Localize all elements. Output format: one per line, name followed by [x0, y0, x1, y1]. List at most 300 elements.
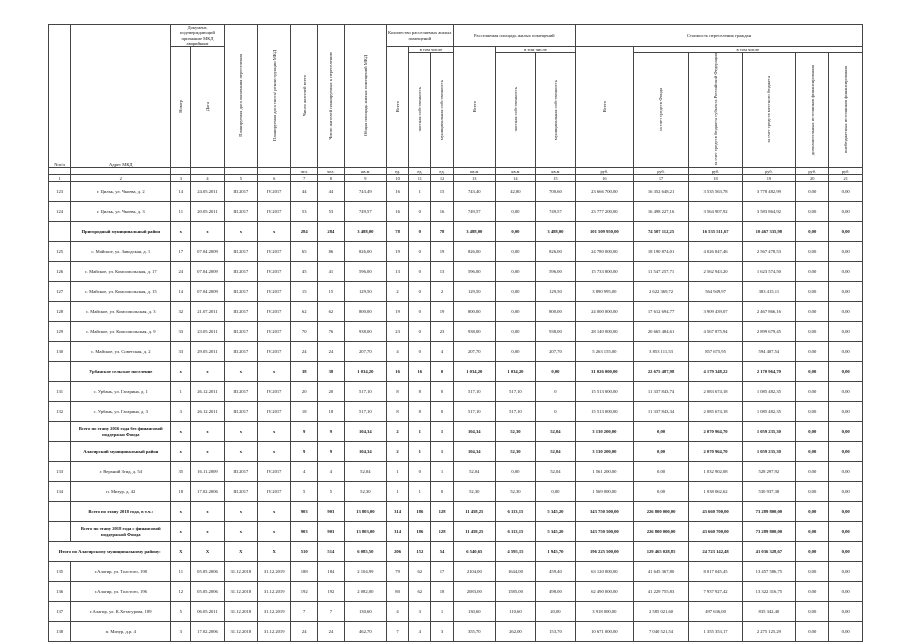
- table-cell: 9: [318, 442, 345, 462]
- table-cell: 1: [409, 442, 431, 462]
- table-cell: x: [191, 422, 224, 442]
- table-cell: x: [171, 442, 191, 462]
- table-cell: 10 671 000,00: [575, 622, 633, 642]
- table-cell: г.Алагир, ул. Толстого, 196: [71, 582, 171, 602]
- table-cell: кв.м: [535, 168, 575, 175]
- table-cell: 24: [318, 622, 345, 642]
- header-cost-group: Стоимость переселения граждан: [575, 25, 862, 47]
- table-cell: 207,70: [344, 342, 386, 362]
- table-cell: 226 800 000,00: [633, 502, 689, 522]
- table-cell: 52,30: [453, 482, 495, 502]
- table-cell: кв.м: [453, 168, 495, 175]
- table-cell: 1 034,20: [495, 362, 535, 382]
- table-cell: 137: [49, 602, 71, 622]
- subtotal-row: [49, 422, 863, 442]
- table-cell: III.2017: [224, 462, 257, 482]
- table-cell: 462,70: [344, 622, 386, 642]
- table-cell: 42,80: [495, 182, 535, 202]
- table-cell: 284: [291, 222, 318, 242]
- table-cell: 3 853 111,53: [633, 342, 689, 362]
- table-cell: 2: [71, 175, 171, 182]
- header-num: №п/п: [49, 25, 71, 168]
- table-cell: 186: [409, 502, 431, 522]
- table-cell: 3 909 439,07: [689, 302, 742, 322]
- table-cell: 110,60: [495, 602, 535, 622]
- header-area: Общая площадь жилых помещений МКД: [344, 25, 386, 168]
- table-cell: 0,00: [495, 342, 535, 362]
- table-cell: 903: [291, 502, 318, 522]
- table-cell: 41 229 755,83: [633, 582, 689, 602]
- table-cell: [224, 168, 257, 175]
- table-cell: 52,30: [495, 442, 535, 462]
- table-cell: 52,04: [535, 422, 575, 442]
- table-cell: x: [171, 362, 191, 382]
- table-cell: 749,57: [535, 202, 575, 222]
- table-cell: 07.04.2009: [191, 282, 224, 302]
- table-cell: x: [258, 442, 291, 462]
- table-cell: 0,00: [535, 482, 575, 502]
- table-cell: 1: [409, 182, 431, 202]
- table-cell: 135: [49, 562, 71, 582]
- header-planned-date: Планируемая дата окончания переселения: [224, 25, 257, 168]
- table-cell: IV.2017: [258, 482, 291, 502]
- table-cell: 207,70: [535, 342, 575, 362]
- table-cell: 0,00: [829, 322, 863, 342]
- table-cell: 1 059 235,30: [742, 442, 795, 462]
- table-cell: 459,40: [535, 562, 575, 582]
- table-cell: Пригородный муниципальный район: [71, 222, 171, 242]
- table-cell: 0,00: [633, 462, 689, 482]
- header-rooms-incl: в том числе: [409, 47, 453, 53]
- table-row: [49, 582, 863, 602]
- table-cell: III.2017: [224, 262, 257, 282]
- table-cell: 24: [171, 262, 191, 282]
- table-cell: 73 289 800,00: [742, 522, 795, 542]
- table-cell: 52,30: [344, 482, 386, 502]
- table-cell: 07.04.2009: [191, 262, 224, 282]
- table-cell: 8: [409, 402, 431, 422]
- table-cell: 31 026 000,00: [575, 362, 633, 382]
- table-cell: 2 083 674,18: [689, 382, 742, 402]
- table-cell: 07.04.2009: [191, 242, 224, 262]
- table-cell: 17 612 694,77: [633, 302, 689, 322]
- table-cell: 11: [171, 202, 191, 222]
- table-cell: x: [191, 502, 224, 522]
- table-cell: 15: [318, 282, 345, 302]
- table-cell: 8: [386, 402, 408, 422]
- table-cell: 1 623 574,50: [742, 262, 795, 282]
- table-cell: 128: [431, 522, 453, 542]
- table-cell: ед.: [409, 168, 431, 175]
- table-cell: 3 130 200,00: [575, 442, 633, 462]
- table-row: [49, 202, 863, 222]
- table-cell: 9: [291, 442, 318, 462]
- table-cell: 2 467 866,16: [742, 302, 795, 322]
- table-cell: 19: [742, 175, 795, 182]
- table-cell: 52,30: [495, 422, 535, 442]
- table-cell: x: [258, 362, 291, 382]
- header-rooms-private: частная собственность: [409, 53, 431, 168]
- header-cost-extra2: внебюджетных источников финансирования: [829, 53, 863, 168]
- header-cost-total: Всего: [575, 47, 633, 168]
- subtotal-row: [49, 542, 863, 562]
- table-cell: 206: [386, 542, 408, 562]
- table-cell: 0: [409, 342, 431, 362]
- header-area-group: Расселяемая площадь жилых помещений: [453, 25, 575, 47]
- table-cell: 2 104,99: [344, 562, 386, 582]
- table-cell: 52,04: [535, 462, 575, 482]
- table-cell: 188: [291, 562, 318, 582]
- table-cell: IV.2017: [258, 302, 291, 322]
- table-cell: 0,00: [829, 202, 863, 222]
- table-cell: x: [258, 502, 291, 522]
- table-cell: 530 937,38: [742, 482, 795, 502]
- table-cell: 129 465 028,85: [633, 542, 689, 562]
- table-cell: 3 488,00: [453, 222, 495, 242]
- table-cell: 86: [318, 242, 345, 262]
- table-row: [49, 242, 863, 262]
- table-cell: 52,04: [535, 442, 575, 462]
- header-area-total: Всего: [453, 47, 495, 168]
- table-cell: 0,00: [796, 302, 829, 322]
- table-cell: 1 355 353,17: [689, 622, 742, 642]
- table-cell: 6 113,15: [495, 502, 535, 522]
- table-cell: 596,00: [344, 262, 386, 282]
- table-cell: 3 535 563,78: [689, 182, 742, 202]
- table-cell: чел.: [291, 168, 318, 175]
- table-cell: 104,34: [453, 442, 495, 462]
- table-cell: 284: [318, 222, 345, 242]
- table-cell: 743,40: [453, 182, 495, 202]
- table-cell: 800,00: [453, 302, 495, 322]
- table-cell: 2104,00: [453, 562, 495, 582]
- table-cell: 1: [171, 382, 191, 402]
- table-cell: 18: [171, 482, 191, 502]
- table-cell: 903: [318, 522, 345, 542]
- table-cell: 0,00: [796, 382, 829, 402]
- table-cell: п. Мизур, д.р. 4: [71, 622, 171, 642]
- table-cell: x: [224, 502, 257, 522]
- table-cell: 5: [224, 175, 257, 182]
- table-cell: 7: [291, 602, 318, 622]
- table-cell: 2 567 478,53: [742, 242, 795, 262]
- table-cell: IV.2017: [258, 282, 291, 302]
- table-cell: 4: [409, 622, 431, 642]
- table-cell: 15 513 000,00: [575, 402, 633, 422]
- table-cell: 0,00: [796, 402, 829, 422]
- table-cell: 0,00: [796, 182, 829, 202]
- table-cell: 133: [49, 462, 71, 482]
- table-cell: 05.05.2006: [191, 582, 224, 602]
- table-cell: руб.: [689, 168, 742, 175]
- table-cell: 38: [291, 362, 318, 382]
- table-cell: 13: [453, 175, 495, 182]
- table-cell: 0,00: [495, 302, 535, 322]
- table-cell: 3 564 907,92: [689, 202, 742, 222]
- table-cell: 23 777 200,00: [575, 202, 633, 222]
- table-cell: [191, 168, 224, 175]
- table-cell: 17.02.2006: [191, 482, 224, 502]
- table-cell: 2: [386, 442, 408, 462]
- table-cell: г.Алагир, ул. К.Хетагурова, 189: [71, 602, 171, 622]
- table-cell: 53: [318, 202, 345, 222]
- table-cell: 0,00: [829, 582, 863, 602]
- table-cell: III.2017: [224, 302, 257, 322]
- table-cell: 749,57: [453, 202, 495, 222]
- table-cell: 3 488,00: [535, 222, 575, 242]
- table-cell: 0,00: [495, 262, 535, 282]
- table-cell: 11 547 257,71: [633, 262, 689, 282]
- table-cell: 74 507 112,25: [633, 222, 689, 242]
- table-cell: 52,04: [453, 462, 495, 482]
- table-cell: 2 585 021,60: [633, 602, 689, 622]
- table-cell: 0,00: [829, 502, 863, 522]
- table-cell: 17: [171, 242, 191, 262]
- table-cell: 6: [258, 175, 291, 182]
- header-rooms-total: Всего: [386, 47, 408, 168]
- table-cell: 11 458,25: [453, 522, 495, 542]
- table-cell: 76: [318, 322, 345, 342]
- table-cell: 938,00: [344, 322, 386, 342]
- table-cell: 903: [318, 502, 345, 522]
- table-cell: 0,00: [495, 202, 535, 222]
- header-cost-budget-rf: за счет средств бюджета субъекта Российской Федерации: [689, 53, 742, 168]
- table-cell: 3: [171, 622, 191, 642]
- table-cell: x: [191, 522, 224, 542]
- table-cell: 11: [409, 175, 431, 182]
- table-cell: 2083,00: [453, 582, 495, 602]
- table-cell: 0,00: [829, 382, 863, 402]
- table-cell: 0,00: [829, 622, 863, 642]
- subtotal-row: [49, 522, 863, 542]
- table-cell: 3 583 864,92: [742, 202, 795, 222]
- table-cell: 564 949,97: [689, 282, 742, 302]
- table-cell: 12: [171, 582, 191, 602]
- table-cell: 20: [291, 382, 318, 402]
- table-cell: 29.05.2011: [191, 342, 224, 362]
- table-cell: 7: [291, 175, 318, 182]
- table-cell: 0,00: [495, 322, 535, 342]
- table-cell: III.2017: [224, 242, 257, 262]
- table-cell: 19: [431, 242, 453, 262]
- table-cell: 15: [431, 182, 453, 202]
- table-cell: 0: [409, 222, 431, 242]
- table-cell: с. Урбань, ул. Гагарина, д. 3: [71, 402, 171, 422]
- header-cost-incl: в том числе: [633, 47, 862, 53]
- table-cell: кв.м: [495, 168, 535, 175]
- table-cell: 517,10: [344, 382, 386, 402]
- table-cell: 2 070 964,70: [689, 422, 742, 442]
- table-cell: 383 415,11: [742, 282, 795, 302]
- table-cell: 9: [291, 422, 318, 442]
- table-cell: 130,60: [344, 602, 386, 622]
- table-cell: 17: [633, 175, 689, 182]
- table-cell: 104,34: [344, 442, 386, 462]
- table-cell: 0,00: [829, 442, 863, 462]
- table-cell: 1585,00: [495, 582, 535, 602]
- table-row: [49, 302, 863, 322]
- table-cell: 0,00: [796, 342, 829, 362]
- table-cell: 510: [291, 542, 318, 562]
- table-cell: x: [224, 442, 257, 462]
- table-cell: 33: [171, 322, 191, 342]
- table-cell: 262,00: [495, 622, 535, 642]
- table-cell: с. Майское, ул. Заводская, д. 1: [71, 242, 171, 262]
- table-cell: 7: [386, 622, 408, 642]
- table-cell: 0,00: [796, 322, 829, 342]
- column-numbers-row: [49, 175, 863, 182]
- table-cell: X: [258, 542, 291, 562]
- table-cell: X: [224, 542, 257, 562]
- table-cell: 104,34: [453, 422, 495, 442]
- table-cell: 62: [409, 562, 431, 582]
- table-cell: 13 803,00: [344, 502, 386, 522]
- table-cell: Всего по этапу 2016 года без финансовой поддержки Фонда: [71, 422, 171, 442]
- table-cell: 826,00: [453, 242, 495, 262]
- table-cell: [258, 168, 291, 175]
- table-cell: 2 562 943,20: [689, 262, 742, 282]
- table-cell: x: [191, 362, 224, 382]
- table-cell: 2 082,00: [344, 582, 386, 602]
- header-doc-number: Номер: [171, 47, 191, 168]
- table-cell: 497 636,00: [689, 602, 742, 622]
- table-cell: 15 733 800,00: [575, 262, 633, 282]
- table-cell: 5: [291, 482, 318, 502]
- table-cell: x: [224, 222, 257, 242]
- table-cell: 33: [171, 342, 191, 362]
- table-cell: 73 289 800,00: [742, 502, 795, 522]
- table-cell: 0,00: [633, 422, 689, 442]
- table-cell: с. Майское, ул. Советская, д. 2: [71, 342, 171, 362]
- table-cell: 343 750 500,00: [575, 502, 633, 522]
- table-cell: 31.12.2018: [224, 582, 257, 602]
- table-cell: 123: [49, 182, 71, 202]
- table-cell: 0,00: [796, 202, 829, 222]
- table-cell: 31.12.2019: [258, 622, 291, 642]
- subtotal-row: [49, 362, 863, 382]
- table-cell: 38: [318, 362, 345, 382]
- table-cell: 52,04: [344, 462, 386, 482]
- table-cell: 0,00: [796, 262, 829, 282]
- table-cell: III.2017: [224, 322, 257, 342]
- table-cell: IV.2017: [258, 182, 291, 202]
- table-cell: 2: [386, 282, 408, 302]
- table-cell: 13 457 586,75: [742, 562, 795, 582]
- header-doc-group: Документ, подтверждающий признание МКД аварийным: [171, 25, 224, 47]
- table-cell: Урбанское сельское поселение: [71, 362, 171, 382]
- table-cell: 1: [431, 442, 453, 462]
- table-cell: 24: [318, 342, 345, 362]
- table-cell: 79: [386, 562, 408, 582]
- table-cell: Алагирский муниципальный район: [71, 442, 171, 462]
- table-cell: чел.: [318, 168, 345, 175]
- table-cell: 7: [318, 602, 345, 622]
- table-cell: ед.: [386, 168, 408, 175]
- table-cell: 0,00: [495, 282, 535, 302]
- table-cell: 0,00: [796, 582, 829, 602]
- table-cell: 20: [796, 175, 829, 182]
- table-cell: 743,49: [344, 182, 386, 202]
- table-cell: 355,70: [453, 622, 495, 642]
- table-cell: руб.: [829, 168, 863, 175]
- table-cell: 0,00: [829, 302, 863, 322]
- table-cell: x: [191, 442, 224, 462]
- table-cell: 78: [431, 222, 453, 242]
- table-cell: Всего по этапу 2018 года, в т.ч.:: [71, 502, 171, 522]
- table-cell: г. Верхний Згид, д. 54: [71, 462, 171, 482]
- table-cell: 314: [386, 502, 408, 522]
- table-cell: 1: [431, 602, 453, 622]
- table-cell: 16: [431, 202, 453, 222]
- table-cell: 45: [291, 262, 318, 282]
- table-cell: 749,57: [344, 202, 386, 222]
- table-cell: 903: [291, 522, 318, 542]
- table-cell: 32: [171, 302, 191, 322]
- table-row: [49, 282, 863, 302]
- table-cell: 826,00: [535, 242, 575, 262]
- table-cell: 0,00: [829, 242, 863, 262]
- table-cell: 129,50: [453, 282, 495, 302]
- table-cell: 128: [431, 502, 453, 522]
- table-cell: 80: [386, 582, 408, 602]
- table-cell: с. Майское, ул. Комсомольская, д. 3: [71, 302, 171, 322]
- table-cell: x: [171, 222, 191, 242]
- table-cell: с. Майское, ул. Комсомольская, д. 9: [71, 322, 171, 342]
- table-cell: кв.м: [344, 168, 386, 175]
- table-cell: 126: [49, 262, 71, 282]
- table-cell: 0,00: [829, 542, 863, 562]
- table-cell: 2 085 674,18: [689, 402, 742, 422]
- table-cell: 0,00: [796, 362, 829, 382]
- table-cell: 0,00: [829, 602, 863, 622]
- table-cell: 31.12.2018: [224, 602, 257, 622]
- table-cell: 2 622 369,72: [633, 282, 689, 302]
- table-cell: 2 899 679,45: [742, 322, 795, 342]
- table-cell: 3: [409, 602, 431, 622]
- table-cell: 3: [171, 175, 191, 182]
- table-cell: IV.2017: [258, 462, 291, 482]
- table-cell: 186: [409, 522, 431, 542]
- table-cell: IV.2017: [258, 322, 291, 342]
- table-cell: 10 467 335,98: [742, 222, 795, 242]
- table-cell: 13 803,00: [344, 522, 386, 542]
- table-cell: 4: [191, 175, 224, 182]
- table-cell: [49, 442, 71, 462]
- table-cell: 5 345,20: [535, 502, 575, 522]
- table-cell: 517,10: [344, 402, 386, 422]
- table-cell: 0,00: [829, 462, 863, 482]
- table-cell: 10: [386, 175, 408, 182]
- table-cell: 19: [431, 302, 453, 322]
- table-cell: 0,00: [829, 342, 863, 362]
- table-cell: 184: [318, 562, 345, 582]
- table-cell: IV.2017: [258, 402, 291, 422]
- table-cell: 16 498 227,16: [633, 202, 689, 222]
- table-cell: x: [224, 422, 257, 442]
- table-cell: 14: [495, 175, 535, 182]
- table-cell: 517,10: [495, 382, 535, 402]
- table-cell: 3 918 000,00: [575, 602, 633, 622]
- table-cell: 11 337 843,74: [633, 382, 689, 402]
- table-cell: 0: [431, 482, 453, 502]
- table-cell: 0,00: [796, 462, 829, 482]
- table-cell: 594 407,54: [742, 342, 795, 362]
- table-cell: 28 140 000,00: [575, 322, 633, 342]
- table-cell: 20.05.2011: [191, 202, 224, 222]
- table-cell: 0,00: [796, 622, 829, 642]
- table-cell: 1 032 902,08: [689, 462, 742, 482]
- table-cell: 43 660 700,00: [689, 502, 742, 522]
